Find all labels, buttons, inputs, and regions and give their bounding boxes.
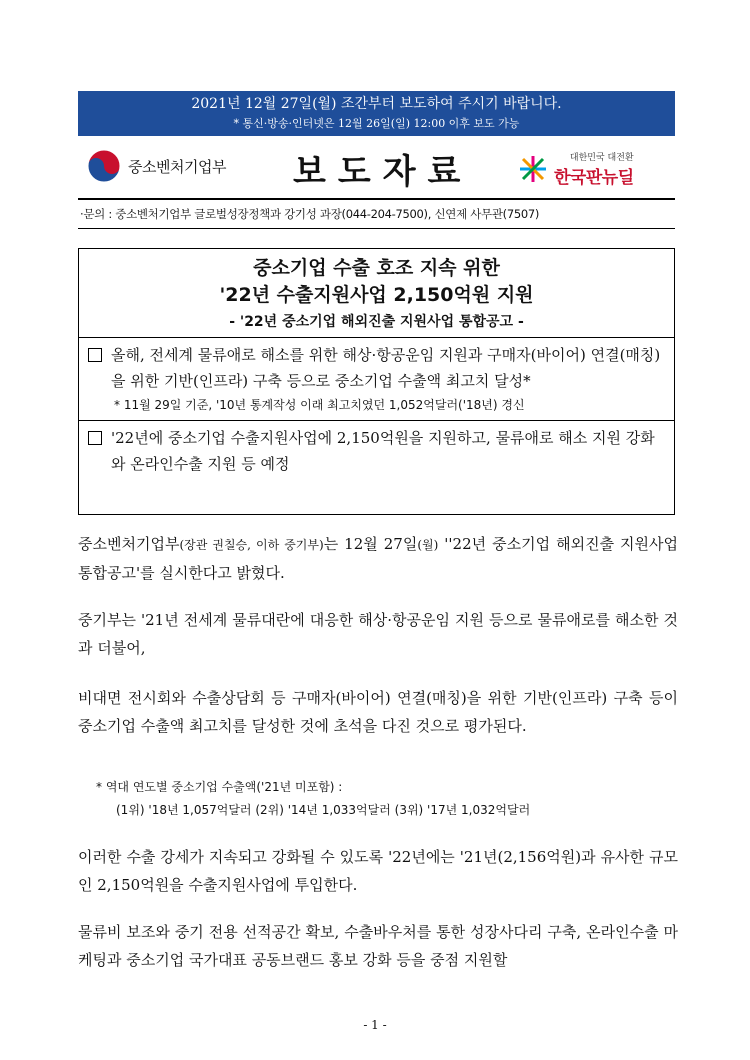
headline-line1: 중소기업 수출 호조 지속 위한 [253,257,500,279]
stat-footnote-ranking: (1위) '18년 1,057억달러 (2위) '14년 1,033억달러 (3위) '17년 1,032억달러 [116,803,531,817]
embargo-banner [78,91,675,136]
summary-bullet-2-text: '22년에 중소기업 수출지원사업에 2,150억원을 지원하고, 물류애로 해소 지원 강화와 온라인수출 지원 등 예정 [111,429,655,473]
summary-divider-2 [79,420,674,421]
embargo-line1: 2021년 12월 27일(월) 조간부터 보도하여 주시기 바랍니다. [191,96,562,112]
new-deal-subtitle: 대한민국 대전환 [569,153,634,163]
press-header [78,140,675,196]
p1-day-note: (월) [417,538,439,552]
p1-text-a: 중소벤처기업부 [78,535,180,553]
summary-footnote: * 11월 29일 기준, '10년 통계작성 이래 최고치였던 1,052억달러('18년) 경신 [114,398,525,412]
checkbox-square-icon [88,431,102,445]
korean-new-deal-logo [518,150,634,188]
header-divider [78,198,675,200]
summary-bullet-1 [85,342,668,394]
p1-minister-note: (장관 권칠승, 이하 중기부) [179,538,324,552]
new-deal-name: 한국판뉴딜 [554,168,634,188]
headline-line2: '22년 수출지원사업 2,150억원 지원 [219,284,534,306]
contact-divider [78,228,675,229]
p1-text-c: ''22년 중소기업 해외진출 지원사업 통합공고'를 실시한다고 밝혔다. [78,535,679,582]
summary-box [78,248,675,515]
summary-bullet-2 [85,425,668,477]
ministry-name: 중소벤처기업부 [128,157,226,176]
press-release-title: 보도자료 [293,152,473,192]
taegeuk-emblem-icon [86,148,122,184]
body-paragraph-5: 물류비 보조와 중기 전용 선적공간 확보, 수출바우처를 통한 성장사다리 구축, 온라인수출 마케팅과 중소기업 국가대표 공동브랜드 홍보 강화 등을 중점 지원할 [78,923,678,969]
headline-subtitle: - '22년 중소기업 해외진출 지원사업 통합공고 - [229,314,524,330]
checkbox-square-icon [88,348,102,362]
body-paragraph-4: 이러한 수출 강세가 지속되고 강화될 수 있도록 '22년에는 '21년(2,156억원)과 유사한 규모인 2,150억원을 수출지원사업에 투입한다. [78,848,678,894]
page-number: - 1 - [363,1018,387,1032]
stat-footnote-title: * 역대 연도별 중소기업 수출액('21년 미포함) : [96,780,343,794]
new-deal-star-icon [518,154,548,184]
body-paragraph-2: 중기부는 '21년 전세계 물류대란에 대응한 해상·항공운임 지원 등으로 물류애로를 해소한 것과 더불어, [78,611,678,657]
summary-bullet-1-text: 올해, 전세계 물류애로 해소를 위한 해상·항공운임 지원과 구매자(바이어) 연결(매칭)을 위한 기반(인프라) 구축 등으로 중소기업 수출액 최고치 달성* [111,346,661,390]
embargo-line2: * 통신·방송·인터넷은 12월 26일(일) 12:00 이후 보도 가능 [233,117,520,130]
body-paragraph-3: 비대면 전시회와 수출상담회 등 구매자(바이어) 연결(매칭)을 위한 기반(인프라) 구축 등이 중소기업 수출액 최고치를 달성한 것에 초석을 다진 것으로 평가된다. [78,689,678,735]
contact-info: ·문의 : 중소벤처기업부 글로벌성장정책과 강기성 과장(044-204-7500), 신연제 사무관(7507) [80,207,540,221]
ministry-logo [86,148,226,184]
body-paragraph-1 [78,530,678,587]
summary-divider [79,337,674,338]
p1-text-b: 는 12월 27일 [323,535,418,553]
